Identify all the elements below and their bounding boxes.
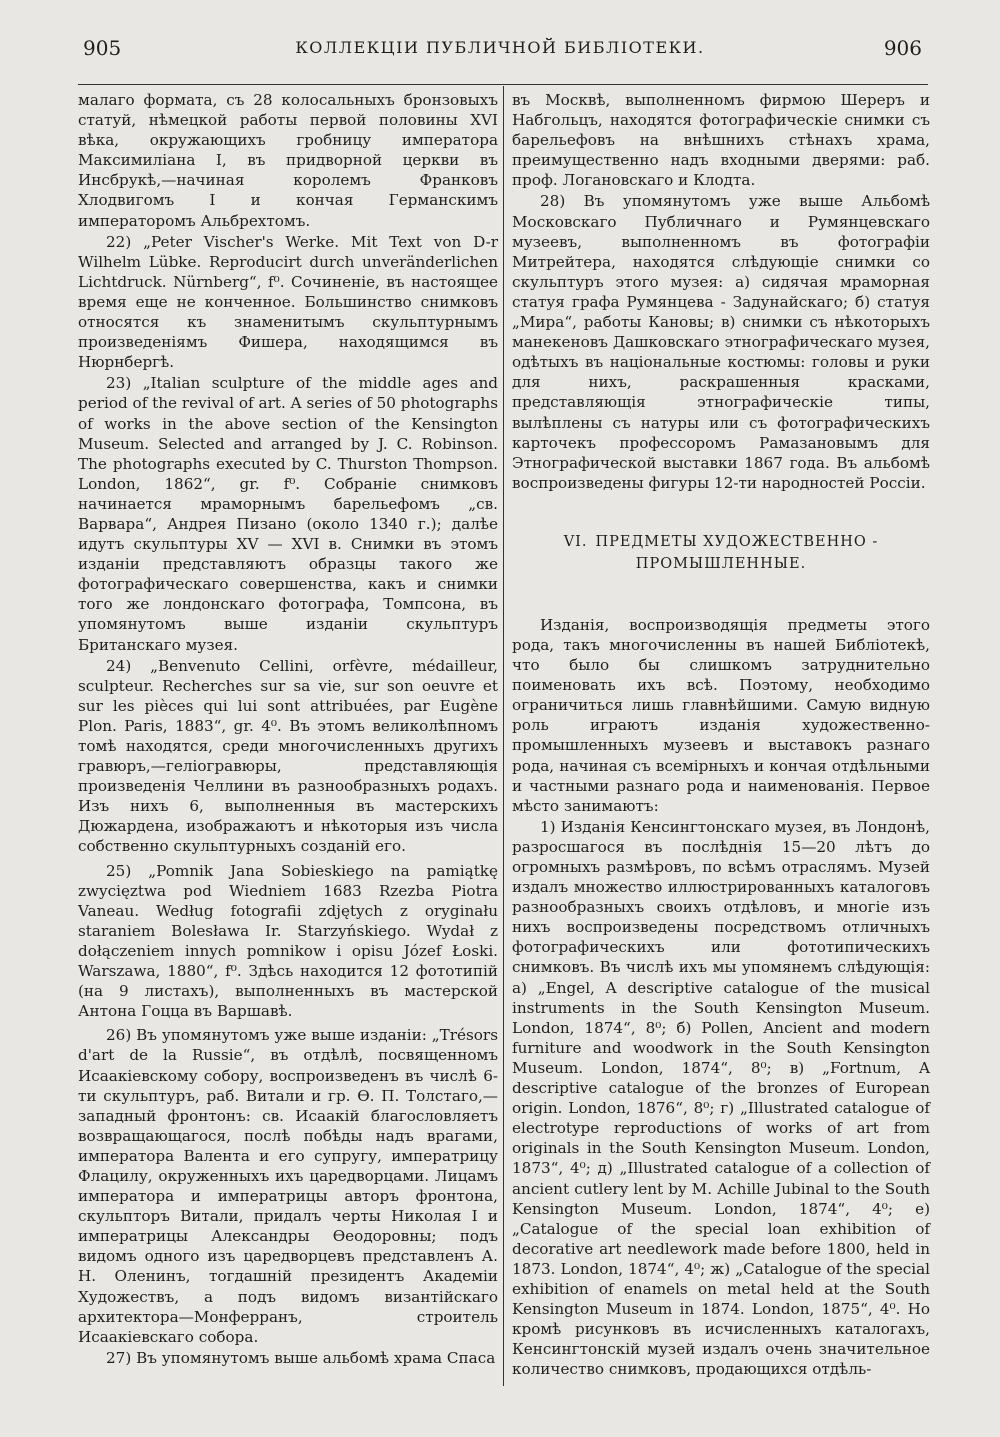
- paragraph-item-27: 27) Въ упомянутомъ выше альбомѣ храма Спаса: [106, 1348, 496, 1367]
- paragraph-item-25: 25) „Pomnik Jana Sobieskiego na pamiątkę zwycięztwa pod Wiedniem 1683 Rzezba Piotra Vaneau. Według fotografii zdjętych z oryginału staraniem Bolesława Ir. Starzyńskiego. Wydał z dołączeniem innych pomnikow i opisu Józef Łoski. Warszawa, 1880“, f⁰. Здѣсь находится 12 фототипій (на 9 листахъ), выполненныхъ въ мастерской Антона Гоцца въ Варшавѣ.: [78, 861, 498, 1021]
- paragraph-item-28: 28) Въ упомянутомъ уже выше Альбомѣ Московскаго Публичнаго и Румянцевскаго музеевъ, выполненномъ въ фотографіи Митрейтера, находятся слѣдующіе снимки со скульптуръ этого музея: а) сидячая мраморная статуя графа Румянцева - Задунайскаго; б) статуя „Мира“, работы Кановы; в) снимки съ нѣкоторыхъ манекеновъ Дашковскаго этнографическаго музея, одѣтыхъ въ національные костюмы: головы и руки для нихъ, раскрашенныя красками, представляющія этнографическіе типы, вылѣплены съ натуры или съ фотографическихъ карточекъ профессоромъ Рамазановымъ для Этнографической выставки 1867 года. Въ альбомѣ воспроизведены фигуры 12-ти народностей Россіи.: [512, 192, 930, 492]
- column-divider: [503, 86, 504, 1386]
- page-number-right: 906: [883, 36, 922, 60]
- paragraph: въ Москвѣ, выполненномъ фирмою Шереръ и Набгольцъ, находятся фотографическіе снимки съ барельефовъ на внѣшнихъ стѣнахъ храма, преимущественно надъ входными дверями: раб. проф. Логановскаго и Клодта.: [512, 91, 930, 190]
- section-heading: [512, 531, 930, 575]
- paragraph-item-23: 23) „Italian sculpture of the middle ages and period of the revival of art. A series of 50 photographs of works in the above section of the Kensington Museum. Selected and arranged by J. C. Robinson. The photographs executed by C. Thurston Thompson. London, 1862“, gr. f⁰. Собраніе снимковъ начинается мраморнымъ барельефомъ „св. Варвара“, Андрея Пизано (около 1340 г.); далѣе идутъ скульптуры XV — XVI в. Снимки въ этомъ изданіи представляютъ образцы такого же фотографическаго совершенства, какъ и снимки того же лондонскаго фотографа, Томпсона, въ упомянутомъ выше изданіи скульптуръ Британскаго музея.: [78, 374, 498, 654]
- section-number: VI.: [563, 533, 588, 550]
- running-title: КОЛЛЕКЦІИ ПУБЛИЧНОЙ БИБЛІОТЕКИ.: [295, 38, 705, 57]
- paragraph-item-22: 22) „Peter Vischer's Werke. Mit Text von D-r Wilhelm Lübke. Reproducirt durch unveränderlichen Lichtdruck. Nürnberg“, f⁰. Сочиненіе, въ настоящее время еще не конченное. Большинство снимковъ относятся къ знаменитымъ скульптурнымъ произведеніямъ Фишера, находящимся въ Нюрнбергѣ.: [78, 232, 498, 372]
- running-header: [0, 34, 1000, 64]
- paragraph: Изданія, воспроизводящія предметы этого рода, такъ многочисленны въ нашей Библіотекѣ, что было бы слишкомъ затруднительно поименовать ихъ всѣ. Поэтому, необходимо ограничиться лишь главнѣйшими. Самую видную роль играютъ изданія художественно-промышленныхъ музеевъ и выставокъ разнаго рода, начиная съ всемірныхъ и кончая отдѣльными и частными разнаго рода и наименованія. Первое мѣсто занимаютъ:: [512, 615, 930, 815]
- right-column: [512, 90, 930, 1379]
- left-column: [78, 90, 498, 1368]
- paragraph-item-1: 1) Изданія Кенсингтонскаго музея, въ Лондонѣ, разросшагося въ послѣднія 15—20 лѣтъ до огромныхъ размѣровъ, по всѣмъ отраслямъ. Музей издалъ множество иллюстрированныхъ каталоговъ разнообразныхъ своихъ отдѣловъ, и многіе изъ нихъ воспроизведены посредствомъ отличныхъ фотографическихъ или фототипическихъ снимковъ. Въ числѣ ихъ мы упомянемъ слѣдующія: а) „Engel, A descriptive catalogue of the musical instruments in the South Kensington Museum. London, 1874“, 8⁰; б) Pollen, Ancient and modern furniture and woodwork in the South Kensington Museum. London, 1874“, 8⁰; в) „Fortnum, A descriptive catalogue of the bronzes of European origin. London, 1876“, 8⁰; г) „Illustrated catalogue of electrotype reproductions of works of art from originals in the South Kensington Museum. London, 1873“, 4⁰; д) „Illustrated catalogue of a collection of ancient cutlery lent by M. Achille Jubinal to the South Kensington Museum. London, 1874“, 4⁰; е) „Catalogue of the special loan exhibition of decorative art needlework made before 1800, held in 1873. London, 1874“, 4⁰; ж) „Catalogue of the special exhibition of enamels on metal held at the South Kensington Museum in 1874. London, 1875“, 4⁰. Но кромѣ рисунковъ въ исчисленныхъ каталогахъ, Кенсингтонскій музей издалъ очень значительное количество снимковъ, продающихся отдѣль-: [512, 817, 930, 1379]
- section-title: ПРЕДМЕТЫ ХУДОЖЕСТВЕННО - ПРОМЫШЛЕННЫЕ.: [595, 533, 879, 572]
- page-number-left: 905: [83, 36, 122, 60]
- paragraph-item-24: 24) „Benvenuto Cellini, orfèvre, médailleur, sculpteur. Recherches sur sa vie, sur son oeuvre et sur les pièces qui lui sont attribuées, par Eugène Plon. Paris, 1883“, gr. 4⁰. Въ этомъ великолѣпномъ томѣ находятся, среди многочисленныхъ другихъ гравюръ,—геліогравюры, представляющія произведенія Челлини въ разнообразныхъ родахъ. Изъ нихъ 6, выполненныя въ мастерскихъ Дюжардена, изображаютъ и нѣкоторыя изъ числа собственно скульптурныхъ созданій его.: [78, 656, 498, 856]
- section-spacer: [512, 575, 930, 615]
- paragraph: малаго формата, съ 28 колосальныхъ бронзовыхъ статуй, нѣмецкой работы первой половины XVI вѣка, окружающихъ гробницу императора Максимиліана I, въ придворной церкви въ Инсбрукѣ,—начиная королемъ Франковъ Хлодвигомъ I и кончая Германскимъ императоромъ Альбрехтомъ.: [78, 91, 498, 230]
- header-rule: [78, 84, 928, 85]
- paragraph-item-26: 26) Въ упомянутомъ уже выше изданіи: „Trésors d'art de la Russie“, въ отдѣлѣ, посвященномъ Исаакіевскому собору, воспроизведенъ въ числѣ 6-ти скульптуръ, раб. Витали и гр. Ѳ. П. Толстаго,— западный фронтонъ: св. Исаакій благословляетъ возвращающагося, послѣ побѣды надъ врагами, императора Валента и его супругу, императрицу Флацилу, окруженныхъ ихъ царедворцами. Лицамъ императора и императрицы авторъ фронтона, скульпторъ Витали, придалъ черты Николая I и императрицы Александры Ѳеодоровны; подъ видомъ одного изъ царедворцевъ представленъ А. Н. Оленинъ, тогдашній президентъ Академіи Художествъ, а подъ видомъ византійскаго архитектора—Монферранъ, строитель Исаакіевскаго собора.: [78, 1026, 498, 1346]
